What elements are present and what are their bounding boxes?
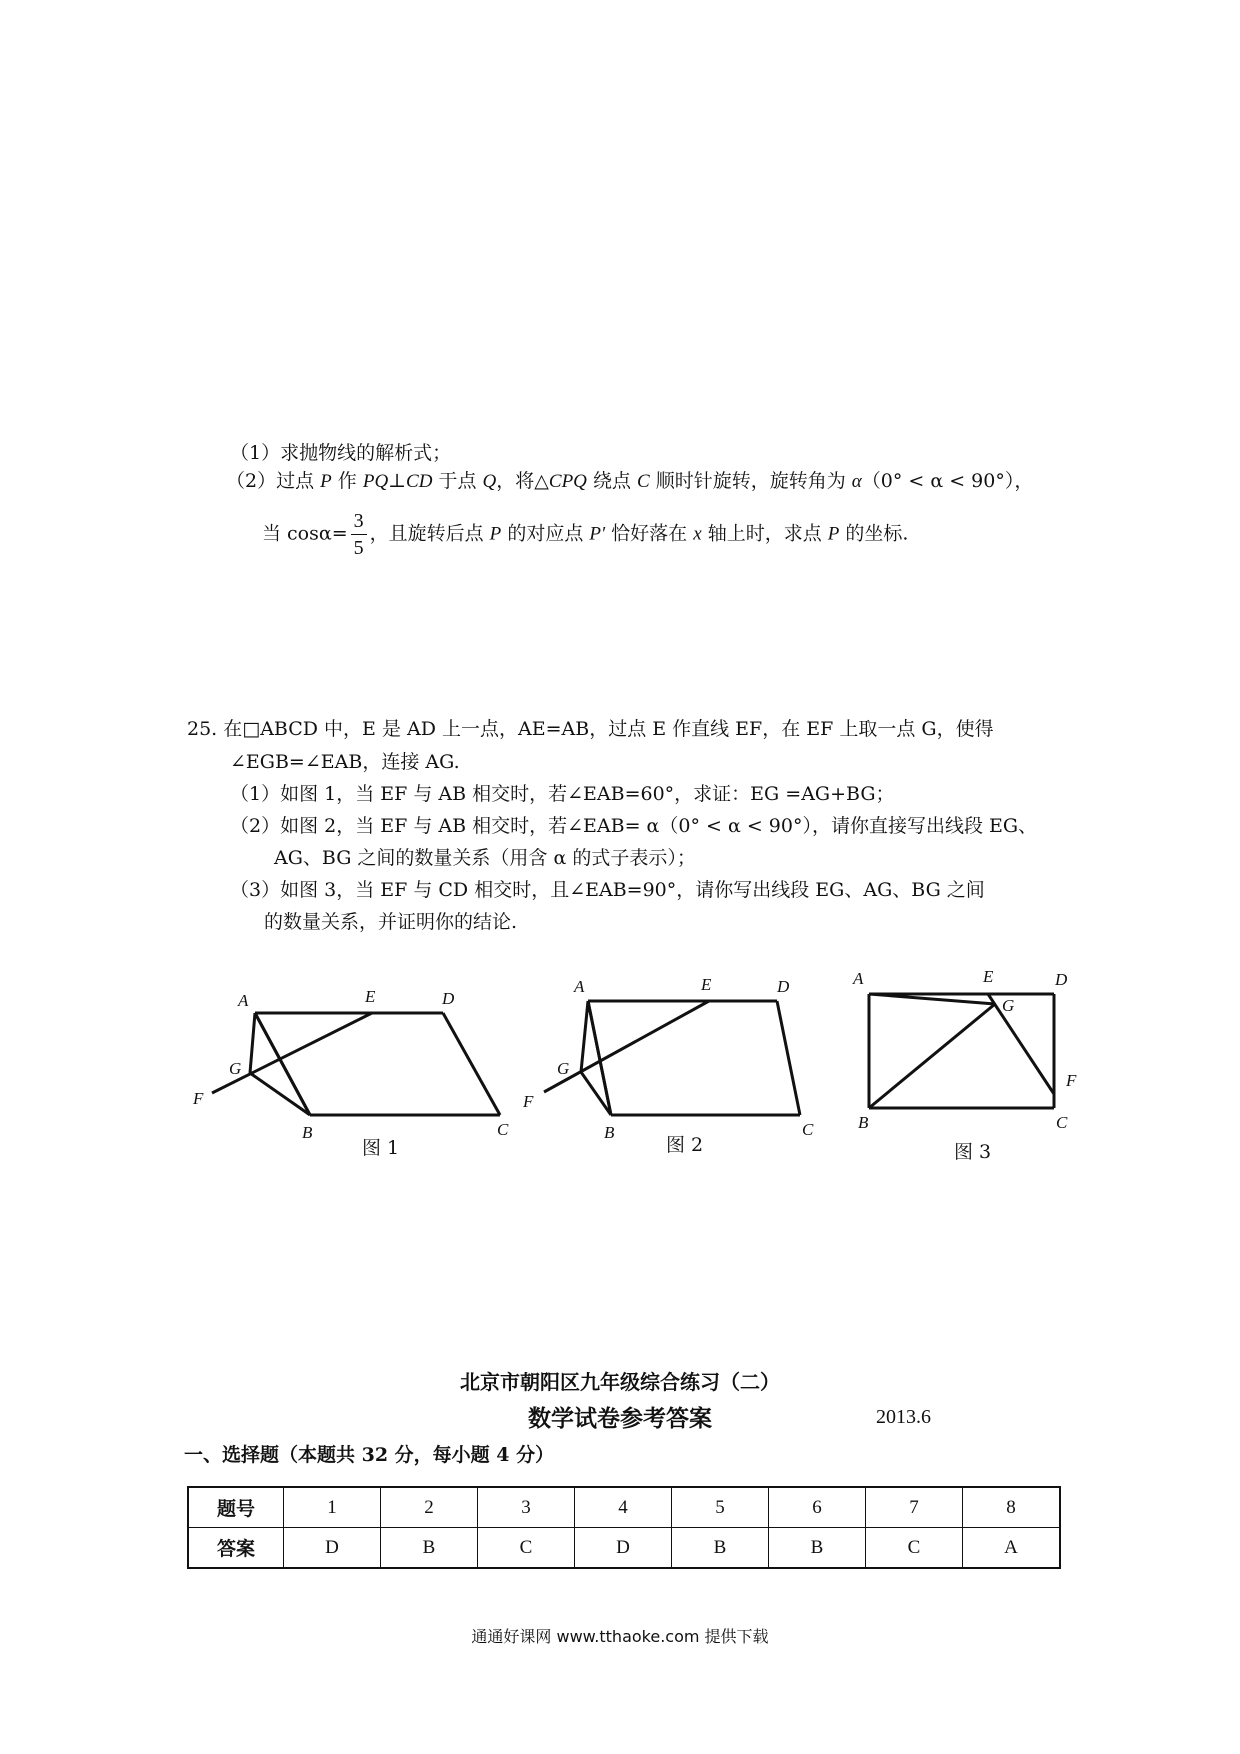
answer-key-subtitle: 数学试卷参考答案 [528,1405,712,1432]
table-header-label: 题号 [188,1487,284,1528]
table-cell-answer: D [575,1528,672,1569]
fig2-line-ef [544,1001,709,1092]
q25-line4: （2）如图 2，当 EF 与 AB 相交时，若∠EAB= α（0° < α < 90°），请你直接写出线段 EG、 [230,815,1038,837]
table-cell-number: 4 [575,1487,672,1528]
q24-p2-text: （0° < α < 90°）， [861,470,1034,492]
q24-p3-text: ，且旋转后点 [369,522,490,545]
q24-p2-text: ⊥ [388,470,407,492]
q24-p2-var: P [320,471,332,492]
q25-line1: 25. 在□ABCD 中，E 是 AD 上一点，AE=AB，过点 E 作直线 EF，在 EF 上取一点 G，使得 [187,718,994,740]
fraction-denominator: 5 [353,537,364,559]
fig2-label-a: A [574,977,585,996]
q24-p2-var: CPQ [548,471,587,492]
q24-p2-text: （2）过点 [226,470,321,492]
table-row-numbers [188,1487,1060,1528]
fig1-label-g: G [229,1059,242,1078]
table-cell-number: 5 [672,1487,769,1528]
fig1-label-d: D [442,989,455,1008]
fig2-segment-ag [581,1001,588,1072]
table-cell-answer: B [769,1528,866,1569]
q24-p3-var: P [489,523,502,545]
q24-p3-text: 的对应点 [501,522,590,545]
table-cell-number: 1 [284,1487,381,1528]
fig2-edge-dc [777,1001,800,1115]
q25-line2: ∠EGB=∠EAB，连接 AG. [230,751,460,773]
fig2-label-c: C [802,1120,814,1139]
q24-p2-text: 顺时针旋转，旋转角为 [649,470,852,492]
fig3-segment-gb [869,1004,995,1108]
fig1-segment-ag [250,1013,255,1073]
fig3-label-a: A [853,969,864,988]
fig1-label-f: F [193,1089,204,1108]
table-cell-number: 3 [478,1487,575,1528]
table-cell-answer: D [284,1528,381,1569]
table-cell-number: 6 [769,1487,866,1528]
q24-p2-var: Q [482,471,497,492]
table-cell-answer: B [672,1528,769,1569]
fig1-label-c: C [497,1120,509,1139]
q24-p2-text: 作 [331,470,363,492]
fig1-label-b: B [302,1123,313,1142]
fig3-label-f: F [1066,1071,1077,1090]
q24-part1-text: （1）求抛物线的解析式； [230,442,452,464]
q24-p3-text: 当 cosα= [262,522,348,545]
answer-table [187,1486,1061,1569]
fig2-label-b: B [604,1123,615,1142]
q24-p2-var: α [851,471,862,492]
fig3-label-b: B [858,1113,869,1132]
q24-p2-text: 于点 [432,470,483,492]
q25-line6: （3）如图 3，当 EF 与 CD 相交时，且∠EAB=90°，请你写出线段 EG、AG、BG 之间 [230,879,985,901]
fig3-label-e: E [983,967,994,986]
fig2-label-g: G [557,1059,570,1078]
answer-key-title: 北京市朝阳区九年级综合练习（二） [460,1370,780,1394]
table-cell-answer: A [963,1528,1061,1569]
q25-line5: AG、BG 之间的数量关系（用含 α 的式子表示）； [274,847,696,869]
q25-line7: 的数量关系，并证明你的结论. [264,911,518,933]
table-cell-number: 7 [866,1487,963,1528]
fig1-label-e: E [365,987,376,1006]
q24-p3-text: 恰好落在 [605,522,694,545]
table-answer-label: 答案 [188,1528,284,1569]
q24-p3-var: P′ [589,523,606,545]
table-cell-answer: C [478,1528,575,1569]
q24-p3-text: 轴上时，求点 [701,522,828,545]
table-cell-answer: B [381,1528,478,1569]
fig1-label-a: A [238,991,249,1010]
q25-line3: （1）如图 1，当 EF 与 AB 相交时，若∠EAB=60°，求证：EG =AG+BG； [230,783,895,805]
fig1-diag-ab-inner [255,1013,310,1115]
q24-p3-text: 的坐标. [839,522,909,545]
fig1-edge-dc [443,1013,500,1115]
fig3-label-c: C [1056,1113,1068,1132]
table-cell-number: 8 [963,1487,1061,1528]
fig2-label-d: D [777,977,790,996]
q24-p2-text: 绕点 [586,470,637,492]
fig1-segment-gb [250,1073,310,1115]
fraction-numerator: 3 [351,508,367,535]
table-cell-answer: C [866,1528,963,1569]
table-cell-number: 2 [381,1487,478,1528]
fig3-label-d: D [1055,970,1068,989]
section-heading: 一、选择题（本题共 32 分，每小题 4 分） [184,1444,555,1466]
q24-p3-var: P [827,523,840,545]
fig2-label-f: F [523,1092,534,1111]
page-footer: 通通好课网 www.tthaoke.com 提供下载 [471,1627,769,1646]
fig3-line-ef [988,994,1054,1094]
q24-p2-var: C [637,471,650,492]
q24-p2-var: CD [406,471,433,492]
answer-key-date: 2013.6 [876,1406,931,1428]
q24-p2-text: ，将△ [496,470,549,492]
q24-p3-var: x [693,523,702,545]
figure-3-caption: 图 3 [954,1141,992,1163]
fig3-label-g: G [1002,996,1015,1015]
q24-p2-var: PQ [362,471,389,492]
table-row-answers [188,1528,1060,1569]
figure-1-caption: 图 1 [362,1137,400,1159]
figure-2-caption: 图 2 [666,1134,704,1156]
fig2-label-e: E [701,975,712,994]
